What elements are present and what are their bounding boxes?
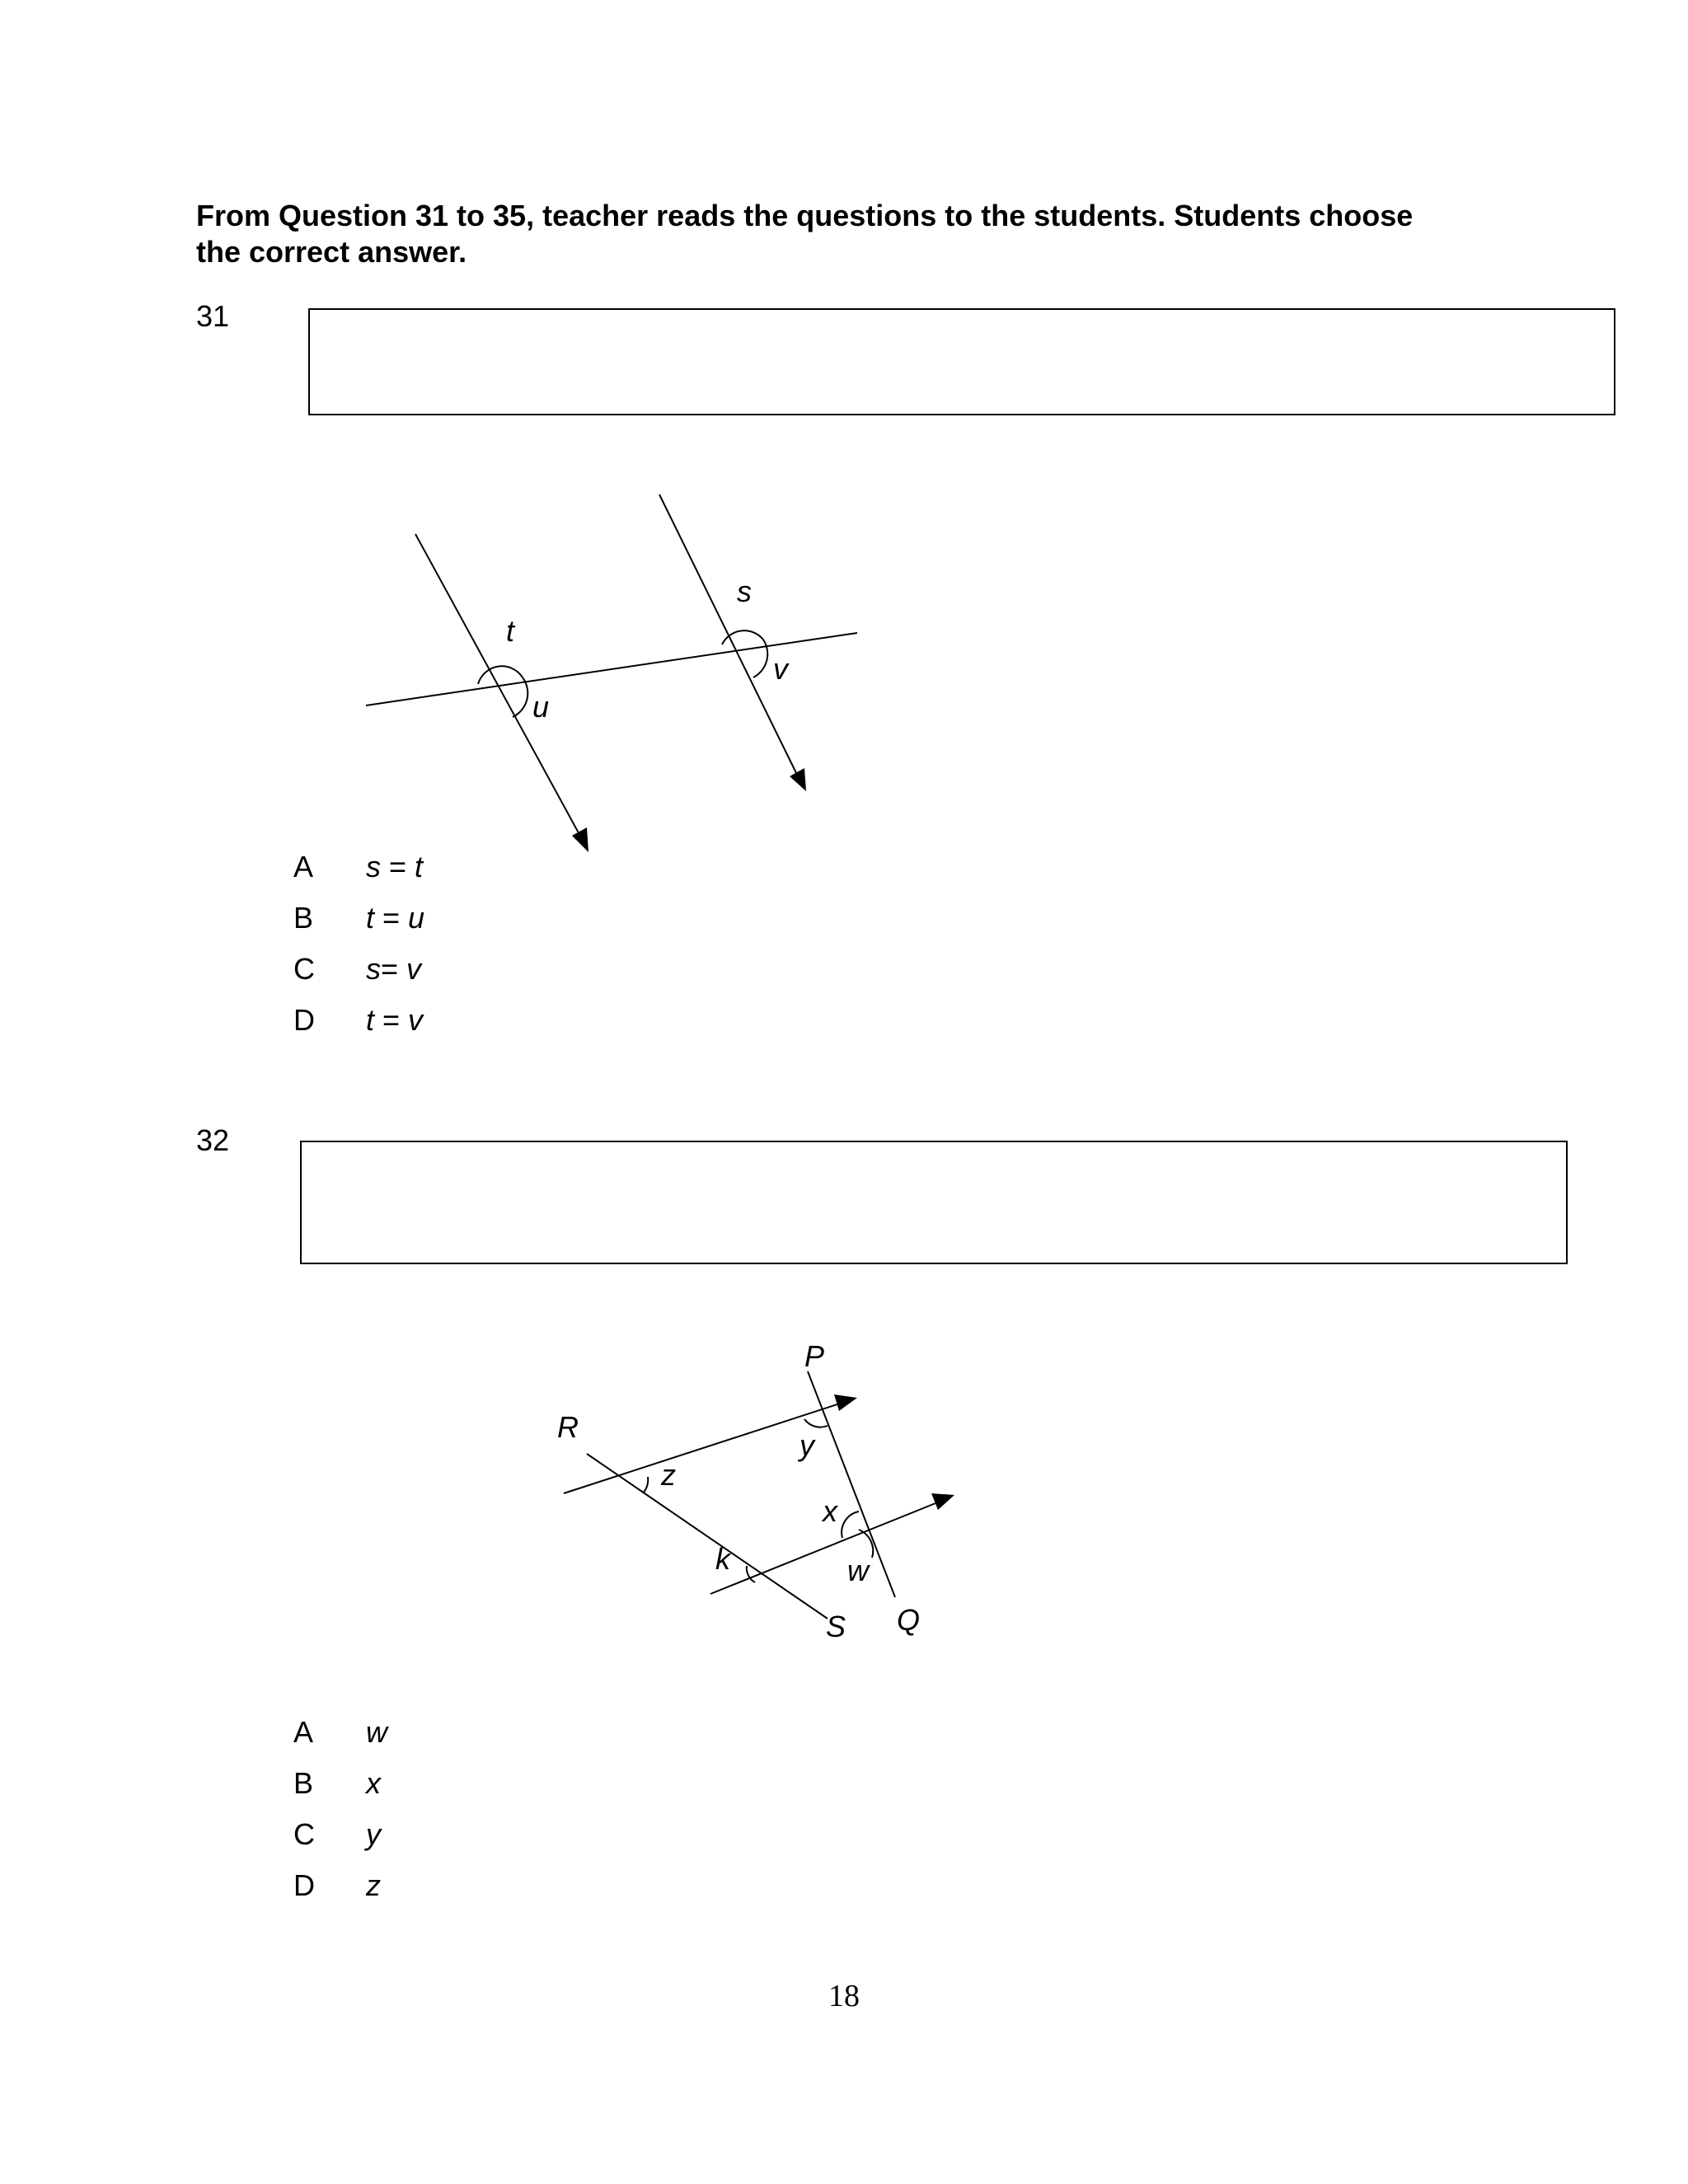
label-q: Q bbox=[897, 1603, 921, 1637]
angle-z-arc bbox=[643, 1477, 648, 1493]
label-x: x bbox=[823, 1494, 837, 1528]
option-letter: B bbox=[293, 1766, 314, 1800]
label-z: z bbox=[661, 1458, 676, 1492]
label-w: w bbox=[847, 1554, 869, 1587]
transversal-rs bbox=[587, 1454, 828, 1619]
option-c[interactable] bbox=[293, 1816, 623, 1853]
lower-arrowhead-icon bbox=[931, 1493, 954, 1510]
option-letter: C bbox=[293, 1817, 315, 1851]
option-text: t = v bbox=[366, 1003, 424, 1037]
upper-arrowhead-icon bbox=[834, 1394, 857, 1411]
option-letter: A bbox=[293, 850, 314, 883]
option-letter: D bbox=[293, 1868, 315, 1902]
question-31-number: 31 bbox=[196, 299, 230, 333]
option-text: z bbox=[366, 1868, 381, 1902]
angle-y-arc bbox=[804, 1419, 828, 1427]
option-text: t = u bbox=[366, 901, 425, 935]
option-text: y bbox=[366, 1817, 381, 1851]
option-letter: D bbox=[293, 1003, 315, 1037]
instructions-line-1: From Question 31 to 35, teacher reads the questions to the students. Students choose bbox=[196, 199, 1414, 232]
label-p: P bbox=[804, 1339, 825, 1373]
question-32-number: 32 bbox=[196, 1123, 230, 1157]
option-text: x bbox=[366, 1766, 381, 1800]
page-number: 18 bbox=[828, 1979, 860, 2013]
angle-x-arc bbox=[842, 1511, 859, 1538]
option-b[interactable] bbox=[293, 1765, 623, 1802]
option-text: s = t bbox=[366, 850, 424, 883]
option-letter: B bbox=[293, 901, 314, 935]
option-text: w bbox=[366, 1715, 387, 1749]
label-r: R bbox=[557, 1410, 579, 1444]
option-letter: A bbox=[293, 1715, 314, 1749]
instructions-line-2: the correct answer. bbox=[196, 235, 467, 269]
option-letter: C bbox=[293, 952, 315, 986]
label-s: S bbox=[826, 1610, 846, 1643]
option-text: s= v bbox=[366, 952, 422, 986]
label-v: v bbox=[773, 652, 788, 686]
label-s: s bbox=[737, 574, 752, 608]
label-t: t bbox=[506, 614, 515, 648]
label-k: k bbox=[715, 1542, 730, 1576]
option-d[interactable] bbox=[293, 1868, 623, 1904]
option-a[interactable] bbox=[293, 1714, 623, 1750]
label-u: u bbox=[532, 690, 550, 724]
label-y: y bbox=[799, 1428, 814, 1462]
